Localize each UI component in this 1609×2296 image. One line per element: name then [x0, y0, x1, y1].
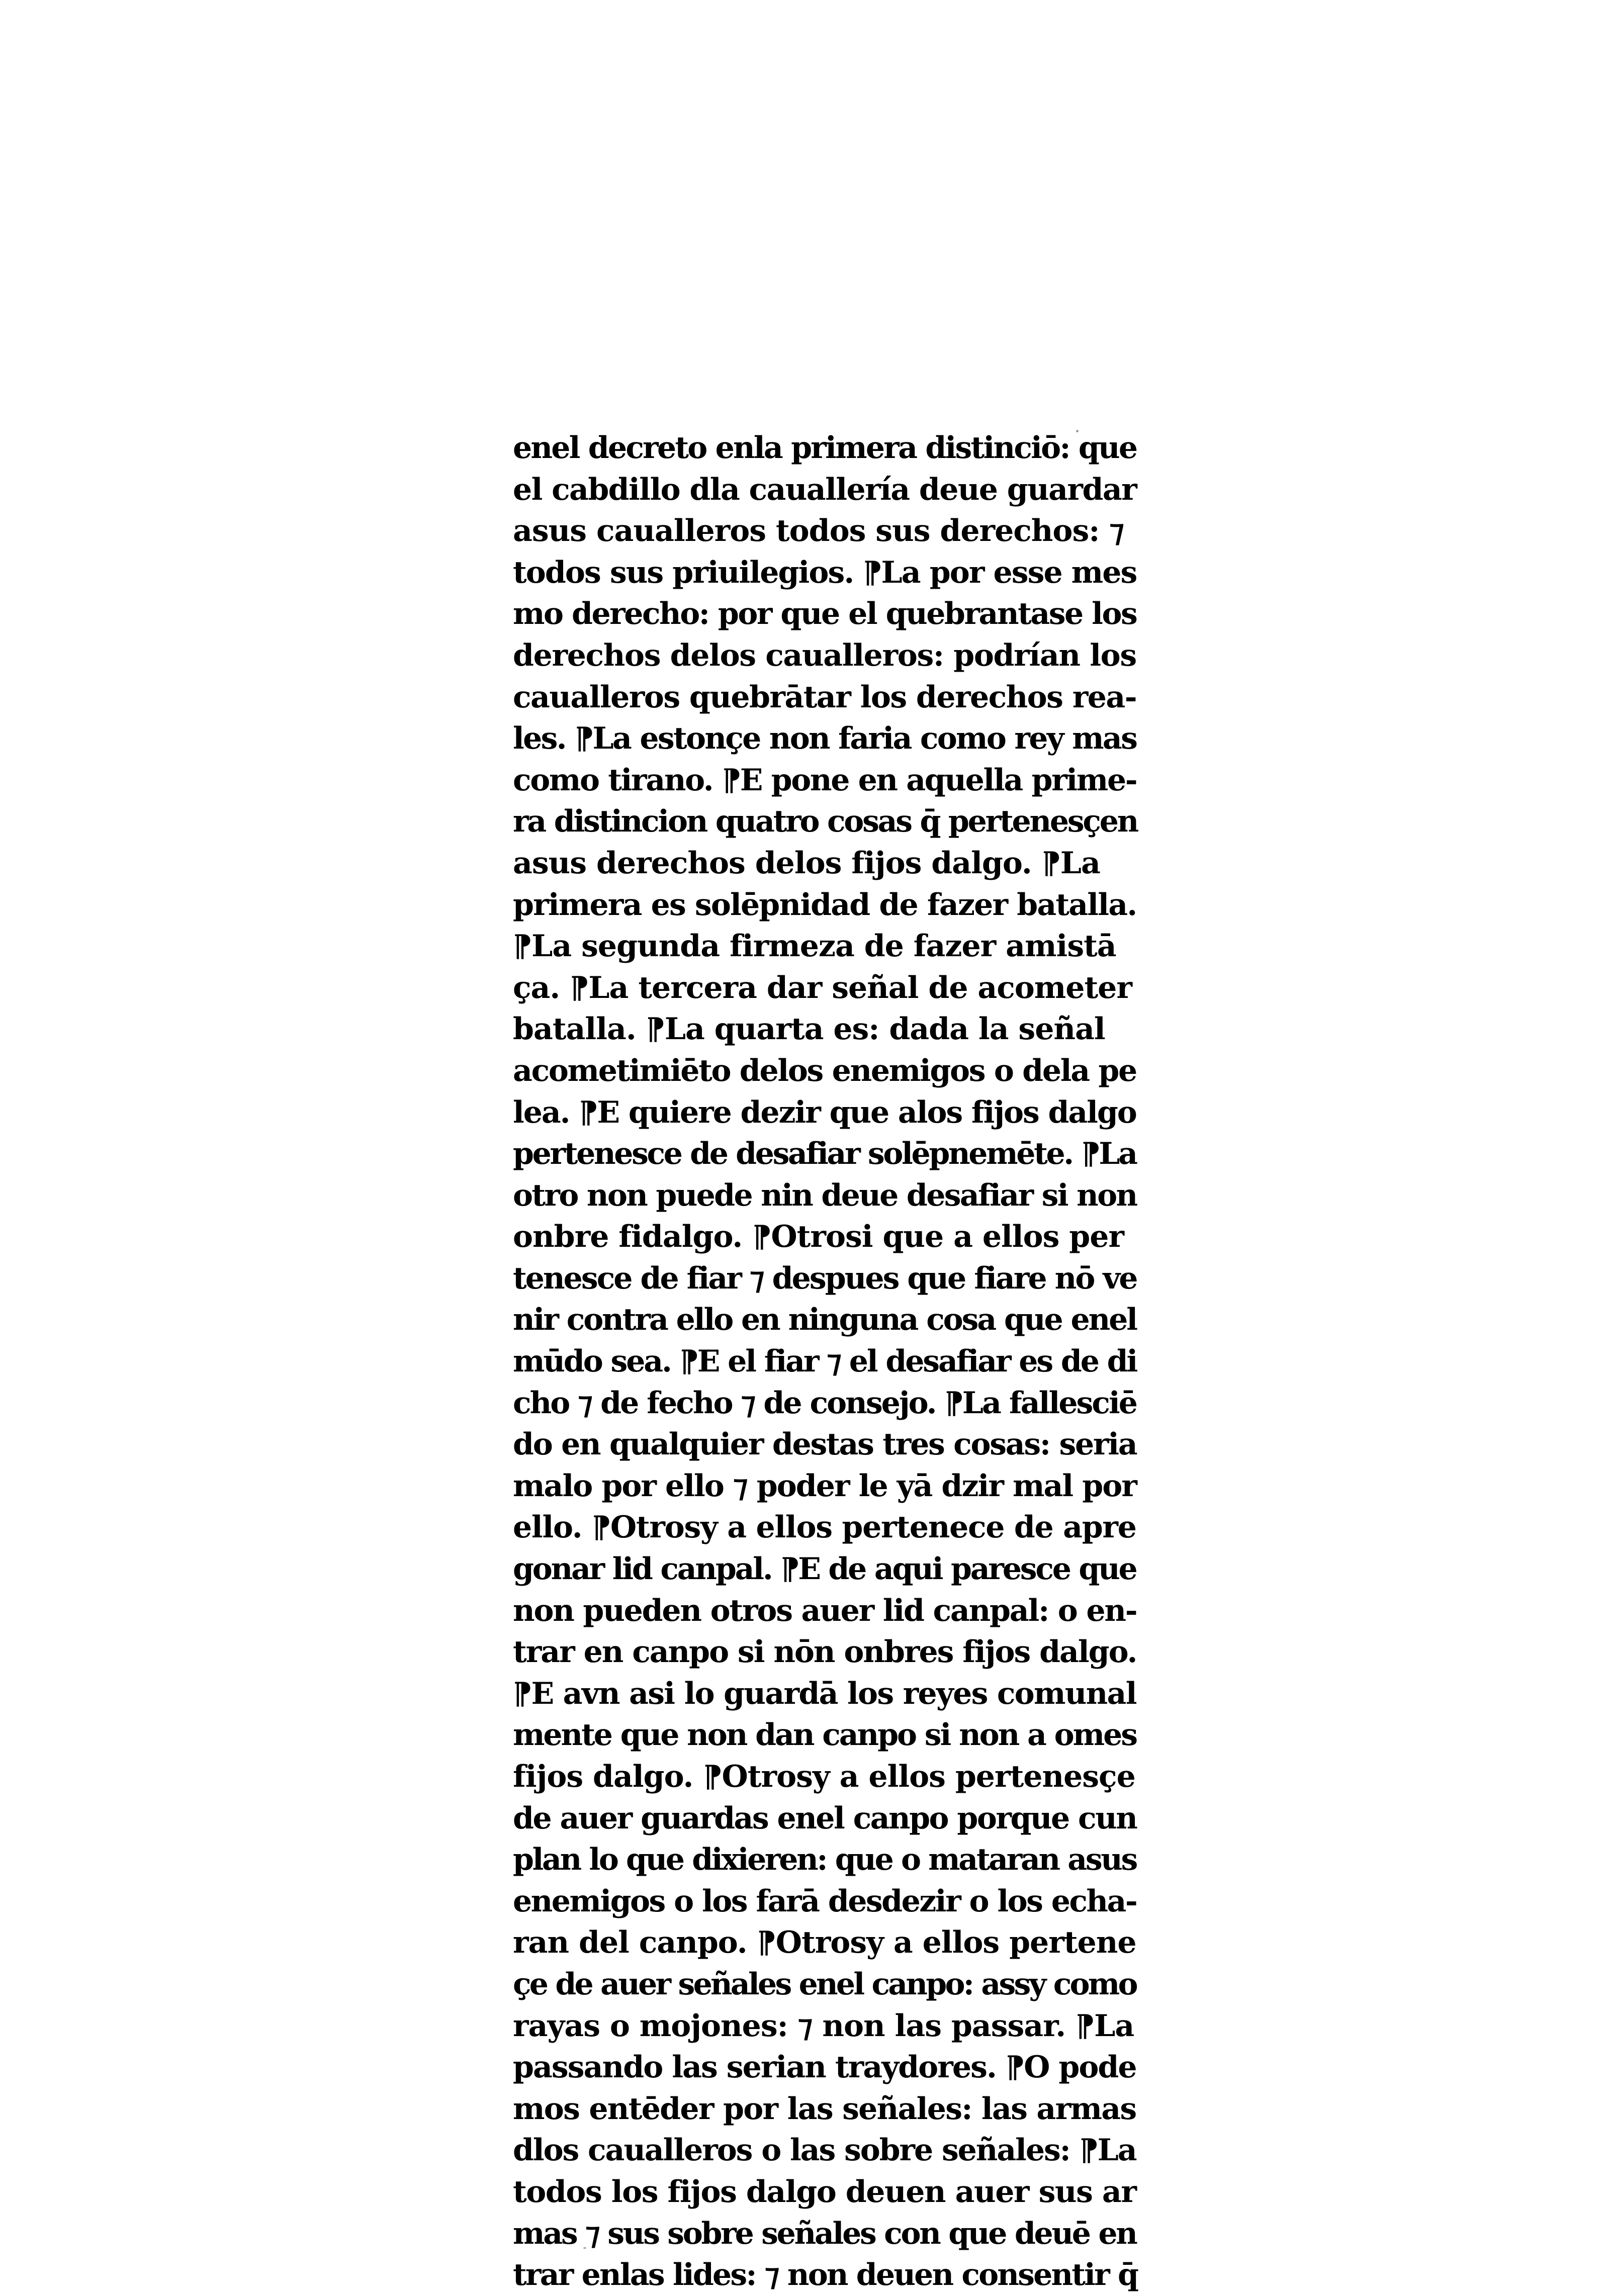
- text-line: el cabdillo dla cauallería deue guardar: [513, 472, 1137, 507]
- text-line: ello. ⁋Otrosy a ellos pertenece de apre: [513, 1510, 1136, 1545]
- text-line: dlos caualleros o las sobre señales: ⁋La: [513, 2133, 1136, 2168]
- text-line: ⁋E avn asi lo guardā los reyes comunal: [513, 1676, 1136, 1711]
- text-line: mas ⁊ sus sobre señales con que deuē en: [513, 2216, 1136, 2251]
- text-line: primera es solēpnidad de fazer batalla.: [513, 887, 1137, 923]
- text-line: de auer guardas enel canpo porque cun: [513, 1800, 1137, 1836]
- text-line: acometimiēto delos enemigos o dela pe: [513, 1053, 1136, 1088]
- text-line: tenesce de fiar ⁊ despues que fiare nō ve: [513, 1260, 1137, 1296]
- text-line: nir contra ello en ninguna cosa que enel: [513, 1302, 1137, 1338]
- text-line: otro non puede nin deue desafiar si non: [513, 1177, 1137, 1213]
- text-line: non pueden otros auer lid canpal: o en-: [513, 1593, 1137, 1628]
- text-line: mente que non dan canpo si non a omes: [513, 1717, 1136, 1753]
- text-line: ⁋La segunda firmeza de fazer amistā: [513, 929, 1116, 964]
- text-line: malo por ello ⁊ poder le yā dzir mal por: [513, 1468, 1136, 1504]
- text-line: mo derecho: por que el quebrantase los: [513, 596, 1137, 632]
- text-line: derechos delos caualleros: podrían los: [513, 637, 1136, 673]
- text-line: rayas o mojones: ⁊ non las passar. ⁋La: [513, 2008, 1134, 2044]
- text-line: trar en canpo si nōn onbres fijos dalgo.: [513, 1634, 1137, 1670]
- text-line: todos sus priuilegios. ⁋La por esse mes: [513, 555, 1137, 590]
- text-line: gonar lid canpal. ⁋E de aqui paresce que: [513, 1551, 1136, 1587]
- text-line: lea. ⁋E quiere dezir que alos fijos dalgo: [513, 1094, 1136, 1130]
- text-line: çe de auer señales enel canpo: assy como: [513, 1966, 1136, 2002]
- text-line: batalla. ⁋La quarta es: dada la señal: [513, 1012, 1105, 1047]
- text-line: onbre fidalgo. ⁋Otrosi que a ellos per: [513, 1219, 1124, 1255]
- text-line: mos entēder por las señales: las armas: [513, 2091, 1136, 2127]
- text-line: todos los fijos dalgo deuen auer sus ar: [513, 2174, 1136, 2210]
- text-column: [513, 427, 1136, 2296]
- text-line: ra distincion quatro cosas q̄ pertenesçen: [513, 804, 1138, 840]
- text-line: les. ⁋La estonçe non faria como rey mas: [513, 721, 1137, 757]
- text-line: trar enlas lides: ⁊ non deuen consentir q̄: [513, 2257, 1138, 2293]
- text-line: asus derechos delos fijos dalgo. ⁋La: [513, 845, 1100, 881]
- text-line: do en qualquier destas tres cosas: seria: [513, 1427, 1137, 1462]
- text-line: ran del canpo. ⁋Otrosy a ellos pertene: [513, 1925, 1136, 1961]
- text-line: plan lo que dixieren: que o mataran asus: [513, 1842, 1136, 1878]
- text-line: como tirano. ⁋E pone en aquella prime-: [513, 762, 1137, 798]
- text-line: enel decreto enla primera distinciō: que: [513, 430, 1137, 466]
- text-line: fijos dalgo. ⁋Otrosy a ellos pertenesçe: [513, 1759, 1135, 1794]
- text-line: enemigos o los farā desdezir o los echa-: [513, 1883, 1137, 1919]
- text-line: cho ⁊ de fecho ⁊ de consejo. ⁋La fallesciē: [513, 1385, 1137, 1421]
- text-line: passando las serian traydores. ⁋O pode: [513, 2050, 1136, 2085]
- text-line: caualleros quebrātar los derechos rea-: [513, 679, 1137, 715]
- text-line: ça. ⁋La tercera dar señal de acometer: [513, 970, 1132, 1005]
- text-line: mūdo sea. ⁋E el fiar ⁊ el desafiar es de di: [513, 1344, 1137, 1380]
- text-line: pertenesce de desafiar solēpnemēte. ⁋La: [513, 1136, 1136, 1172]
- text-line: asus caualleros todos sus derechos: ⁊: [513, 513, 1124, 549]
